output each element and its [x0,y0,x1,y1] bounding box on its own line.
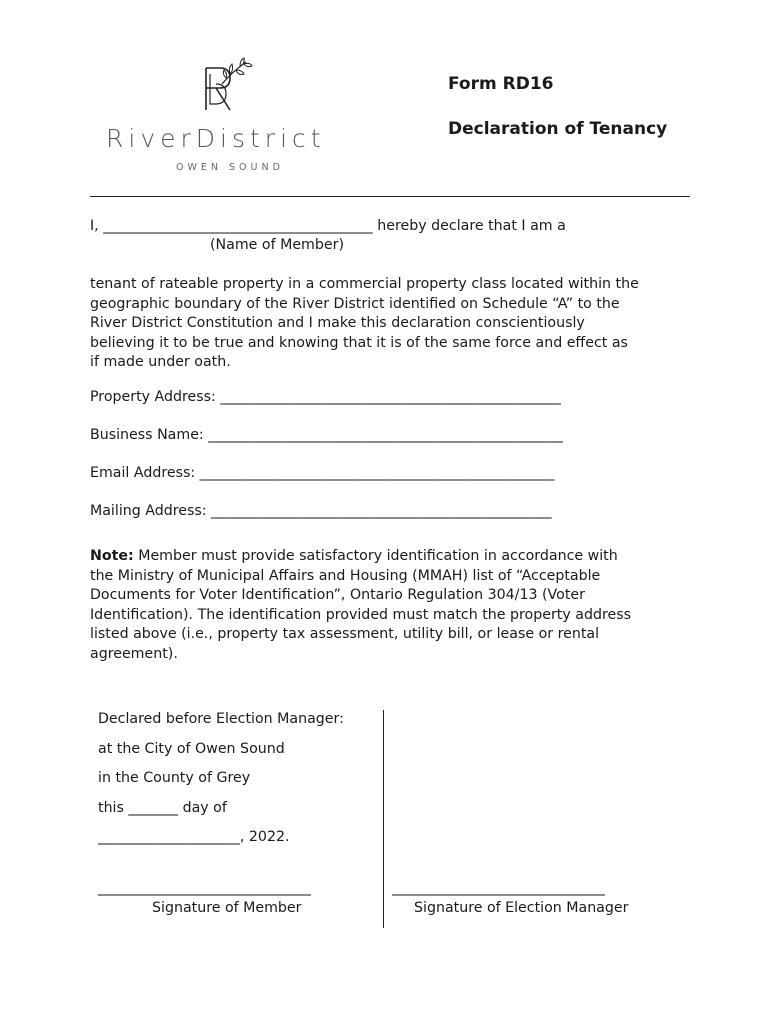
note-paragraph [90,547,690,664]
property-address-field[interactable]: Property Address: ________________________________________________ [90,389,561,405]
manager-signature-label: Signature of Election Manager [414,900,629,916]
note-text: Member must provide satisfactory identification in accordance with [133,548,618,564]
note-line: the Ministry of Municipal Affairs and Housing (MMAH) list of “Acceptable [90,567,601,584]
note-line: Documents for Voter Identification”, Ontario Regulation 304/13 (Voter [90,587,585,603]
note-line: agreement). [90,645,178,662]
logo-wordmark: RiverDistrict [106,124,326,153]
logo [196,48,256,116]
form-title: Form RD16 [448,74,554,94]
city-label: at the City of Owen Sound [98,741,285,757]
form-subtitle: Declaration of Tenancy [448,119,668,139]
county-label: in the County of Grey [98,770,251,786]
mailing-address-field[interactable]: Mailing Address: ________________________________________________ [90,503,552,519]
member-signature-label: Signature of Member [152,900,302,916]
member-signature-line[interactable]: ______________________________ [98,880,311,896]
month-year-field[interactable]: ____________________, 2022. [98,829,290,845]
email-address-field[interactable]: Email Address: __________________________________________________ [90,465,555,481]
note-line: listed above (i.e., property tax assessment, utility bill, or lease or rental [90,626,600,642]
business-name-field[interactable]: Business Name: __________________________________________________ [90,427,563,443]
note-first-line [90,547,690,567]
declared-before-label: Declared before Election Manager: [98,711,344,727]
name-of-member-caption: (Name of Member) [210,237,344,253]
paragraph-line: if made under oath. [90,354,231,370]
paragraph-line: River District Constitution and I make this declaration conscientiously [90,315,585,331]
note-line: Identification). The identification provided must match the property address [90,606,631,623]
signature-divider [383,710,384,928]
river-district-logo-icon [196,48,256,116]
declaration-name-line[interactable]: I, ______________________________________ hereby declare that I am a [90,218,566,234]
paragraph-line: tenant of rateable property in a commercial property class located within the [90,276,639,292]
declaration-paragraph [90,275,690,373]
logo-subtitle: OWEN SOUND [176,162,284,173]
note-label: Note: [90,548,134,564]
paragraph-line: geographic boundary of the River District identified on Schedule “A” to the [90,295,620,312]
paragraph-line: believing it to be true and knowing that it is of the same force and effect as [90,334,628,351]
header-divider [90,196,690,197]
day-field[interactable]: this _______ day of [98,800,227,816]
manager-signature-line[interactable]: ______________________________ [392,880,605,896]
